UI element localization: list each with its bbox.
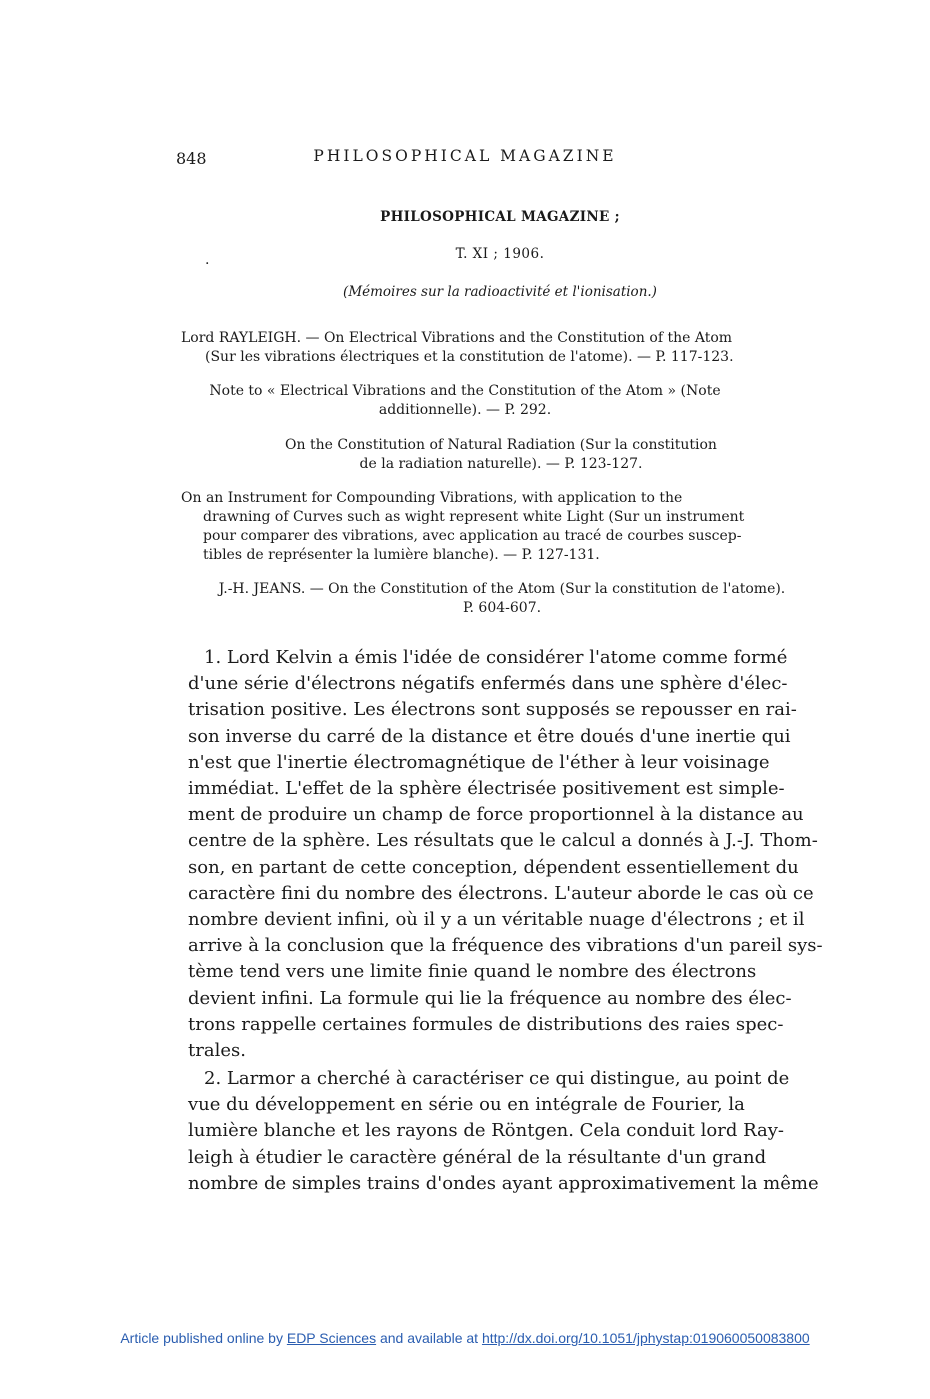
text-line: trisation positive. Les électrons sont supposés se repousser en rai-	[188, 699, 797, 721]
reference-entry	[0, 436, 930, 474]
text-line: d'une série d'électrons négatifs enfermés dans une sphère d'élec-	[188, 673, 788, 695]
reference-line: de la radiation naturelle). — P. 123-127.	[359, 456, 643, 472]
reference-entry	[181, 329, 831, 367]
footer-middle: and available at	[376, 1330, 482, 1346]
reference-entry	[0, 382, 930, 420]
volume-line: T. XI ; 1906.	[455, 246, 545, 262]
reference-line: drawning of Curves such as wight represent white Light (Sur un instrument	[203, 509, 745, 525]
running-title: PHILOSOPHICAL MAGAZINE	[313, 147, 617, 165]
doi-link[interactable]: http://dx.doi.org/10.1051/jphystap:019060050083800	[481, 1330, 810, 1346]
text-line: arrive à la conclusion que la fréquence des vibrations d'un pareil sys-	[188, 935, 823, 957]
reference-line: tibles de représenter la lumière blanche). — P. 127-131.	[203, 547, 600, 563]
reference-line: On the Constitution of Natural Radiation (Sur la constitution	[285, 437, 717, 453]
text-line: nombre de simples trains d'ondes ayant approximativement la même	[188, 1172, 819, 1194]
reference-entry	[181, 489, 829, 565]
text-line: immédiat. L'effet de la sphère électrisée positivement est simple-	[188, 778, 785, 800]
reference-line: pour comparer des vibrations, avec application au tracé de courbes suscep-	[203, 528, 742, 544]
publisher-link[interactable]: EDP Sciences	[286, 1330, 377, 1346]
text-line: 1. Lord Kelvin a émis l'idée de considérer l'atome comme formé	[204, 647, 788, 668]
text-line: nombre devient infini, où il y a un véritable nuage d'électrons ; et il	[188, 909, 805, 931]
text-line: n'est que l'inertie électromagnétique de l'éther à leur voisinage	[188, 751, 770, 773]
reference-line: P. 604-607.	[462, 600, 542, 616]
publication-footer	[0, 1330, 930, 1346]
reference-entry	[0, 580, 930, 618]
page-number: 848	[176, 149, 207, 168]
journal-title: PHILOSOPHICAL MAGAZINE ;	[380, 209, 620, 225]
text-line: ment de produire un champ de force proportionnel à la distance au	[188, 804, 804, 826]
text-line: vue du développement en série ou en intégrale de Fourier, la	[188, 1094, 745, 1116]
text-line: tème tend vers une limite finie quand le nombre des électrons	[188, 961, 757, 983]
reference-line: On an Instrument for Compounding Vibrations, with application to the	[181, 490, 683, 506]
text-line: trales.	[188, 1040, 246, 1062]
reference-line: additionnelle). — P. 292.	[378, 402, 552, 418]
reference-line: Lord RAYLEIGH. — On Electrical Vibrations and the Constitution of the Atom	[181, 330, 733, 346]
reference-line: (Sur les vibrations électriques et la constitution de l'atome). — P. 117-123.	[205, 349, 734, 365]
paragraph-2	[188, 1066, 830, 1197]
footer-prefix: Article published online by	[120, 1330, 287, 1346]
text-line: 2. Larmor a cherché à caractériser ce qui distingue, au point de	[204, 1068, 790, 1089]
text-line: trons rappelle certaines formules de distributions des raies spec-	[188, 1013, 784, 1035]
text-line: son inverse du carré de la distance et être doués d'une inertie qui	[188, 725, 791, 747]
text-line: leigh à étudier le caractère général de la résultante d'un grand	[188, 1146, 767, 1168]
text-line: centre de la sphère. Les résultats que le calcul a donnés à J.-J. Thom-	[188, 830, 818, 852]
paragraph-1	[188, 645, 830, 1064]
text-line: lumière blanche et les rayons de Röntgen. Cela conduit lord Ray-	[188, 1120, 785, 1142]
section-subtitle: (Mémoires sur la radioactivité et l'ionisation.)	[343, 284, 657, 300]
text-line: son, en partant de cette conception, dépendent essentiellement du	[188, 856, 799, 878]
stray-mark: .	[205, 252, 210, 268]
reference-line: J.-H. JEANS. — On the Constitution of the Atom (Sur la constitution de l'atome).	[218, 581, 786, 597]
text-line: devient infini. La formule qui lie la fréquence au nombre des élec-	[188, 987, 792, 1009]
text-line: caractère fini du nombre des électrons. L'auteur aborde le cas où ce	[188, 882, 814, 904]
reference-line: Note to « Electrical Vibrations and the Constitution of the Atom » (Note	[209, 383, 721, 399]
